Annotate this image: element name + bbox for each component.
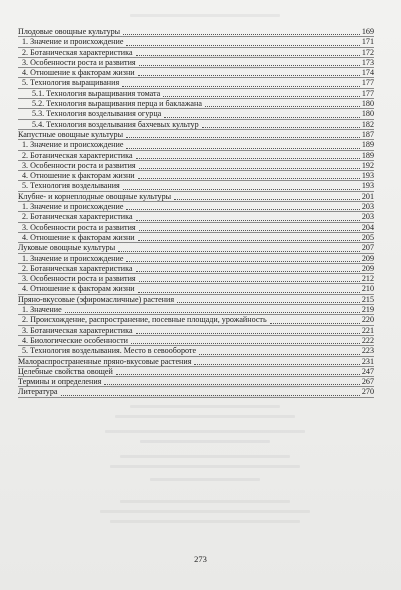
dot-leader <box>136 213 360 221</box>
toc-entry-title: 5. Технология возделывания. Место в севообороте <box>22 346 197 356</box>
toc-entry <box>18 295 374 305</box>
toc-entry <box>18 27 374 37</box>
dot-leader <box>136 48 360 56</box>
dot-leader <box>138 171 360 179</box>
toc-entry <box>18 48 374 58</box>
toc-entry-title: 5. Технология возделывания <box>22 181 120 191</box>
toc-entry-title: 3. Особенности роста и развития <box>22 274 136 284</box>
toc-entry-title: 1. Значение и происхождение <box>22 37 124 47</box>
toc-entry-page: 193 <box>361 171 374 181</box>
toc-entry-page: 210 <box>361 284 374 294</box>
toc-entry-page: 189 <box>361 140 374 150</box>
toc-entry-title: 1. Значение <box>22 305 62 315</box>
toc-entry <box>18 171 374 181</box>
toc-entry-page: 177 <box>361 78 374 88</box>
toc-entry-page: 180 <box>361 99 374 109</box>
toc-entry <box>18 264 374 274</box>
toc-entry-page: 247 <box>361 366 374 376</box>
toc-entry-title: 4. Биологические особенности <box>22 335 128 345</box>
toc-entry <box>18 161 374 171</box>
toc-entry-page: 171 <box>361 37 374 47</box>
dot-leader <box>118 244 360 252</box>
toc-entry-page: 172 <box>361 47 374 57</box>
toc-entry <box>18 140 374 150</box>
toc-entry-page: 192 <box>361 160 374 170</box>
dot-leader <box>126 141 359 149</box>
toc-entry-title: 3. Ботаническая характеристика <box>22 325 133 335</box>
toc-entry-title: Клубне- и корнеплодные овощные культуры <box>18 191 172 201</box>
toc-entry-page: 219 <box>361 305 374 315</box>
toc-entry-title: 4. Отношение к факторам жизни <box>22 232 135 242</box>
toc-entry-title: 1. Значение и происхождение <box>22 253 124 263</box>
dot-leader <box>122 79 360 87</box>
toc-entry-page: 177 <box>361 88 374 98</box>
dot-leader <box>61 388 360 396</box>
toc-entry <box>18 326 374 336</box>
toc-entry-page: 174 <box>361 68 374 78</box>
dot-leader <box>199 347 360 355</box>
toc-entry <box>18 192 374 202</box>
toc-entry-page: 203 <box>361 212 374 222</box>
dot-leader <box>139 161 360 169</box>
toc-entry-page: 209 <box>361 253 374 263</box>
dot-leader <box>104 377 359 385</box>
dot-leader <box>138 233 360 241</box>
toc-entry <box>18 284 374 294</box>
toc-entry-title: Литература <box>18 387 58 397</box>
toc-entry <box>18 130 374 140</box>
toc-entry-title: Плодовые овощные культуры <box>18 27 121 36</box>
toc-entry-page: 222 <box>361 335 374 345</box>
toc-entry-title: 4. Отношение к факторам жизни <box>22 284 135 294</box>
toc-entry-title: 5.4. Технология возделывания бахчевых культур <box>32 119 199 129</box>
toc-entry-title: 2. Ботаническая характеристика <box>22 150 133 160</box>
dot-leader <box>163 89 360 97</box>
toc-entry-title: Капустные овощные культуры <box>18 129 124 139</box>
toc-entry-page: 187 <box>361 129 374 139</box>
toc-entry-page: 212 <box>361 274 374 284</box>
toc-entry <box>18 336 374 346</box>
dot-leader <box>177 295 360 303</box>
toc-entry-page: 203 <box>361 202 374 212</box>
table-of-contents <box>18 27 374 398</box>
toc-entry-page: 209 <box>361 263 374 273</box>
dot-leader <box>126 38 359 46</box>
dot-leader <box>136 151 360 159</box>
toc-entry-page: 173 <box>361 57 374 67</box>
toc-entry-page: 221 <box>361 325 374 335</box>
toc-entry-title: 3. Особенности роста и развития <box>22 57 136 67</box>
toc-entry <box>18 99 374 109</box>
toc-entry-title: Луковые овощные культуры <box>18 243 116 253</box>
toc-entry-page: 205 <box>361 232 374 242</box>
dot-leader <box>126 130 360 138</box>
toc-entry <box>18 387 374 397</box>
toc-entry <box>18 202 374 212</box>
toc-entry <box>18 315 374 325</box>
toc-entry <box>18 151 374 161</box>
dot-leader <box>202 120 360 128</box>
toc-entry-title: Целебные свойства овощей <box>18 366 113 376</box>
toc-entry-page: 201 <box>361 191 374 201</box>
dot-leader <box>65 305 360 313</box>
dot-leader <box>270 316 360 324</box>
toc-entry-title: Пряно-вкусовые (эфиромасличные) растения <box>18 294 175 304</box>
toc-entry <box>18 109 374 119</box>
toc-entry <box>18 89 374 99</box>
dot-leader <box>205 99 360 107</box>
dot-leader <box>139 223 360 231</box>
toc-entry-title: 3. Особенности роста и развития <box>22 160 136 170</box>
toc-entry <box>18 212 374 222</box>
dot-leader <box>139 274 360 282</box>
dot-leader <box>116 367 360 375</box>
toc-entry <box>18 254 374 264</box>
page-number: 273 <box>194 554 207 564</box>
toc-entry <box>18 346 374 356</box>
dot-leader <box>123 182 360 190</box>
toc-entry <box>18 58 374 68</box>
toc-entry-title: 2. Происхождение, распространение, посевные площади, урожайность <box>22 315 267 325</box>
toc-entry-title: Термины и определения <box>18 377 102 387</box>
toc-entry <box>18 377 374 387</box>
toc-entry-page: 267 <box>361 377 374 387</box>
dot-leader <box>126 202 359 210</box>
toc-entry-page: 231 <box>361 356 374 366</box>
toc-entry <box>18 37 374 47</box>
toc-entry-page: 215 <box>361 294 374 304</box>
toc-entry-page: 220 <box>361 315 374 325</box>
toc-entry <box>18 274 374 284</box>
toc-entry <box>18 305 374 315</box>
toc-entry-title: 1. Значение и происхождение <box>22 202 124 212</box>
toc-entry <box>18 223 374 233</box>
toc-entry-page: 180 <box>361 109 374 119</box>
toc-entry <box>18 120 374 130</box>
dot-leader <box>136 326 360 334</box>
toc-entry-page: 189 <box>361 150 374 160</box>
dot-leader <box>131 336 360 344</box>
toc-entry <box>18 367 374 377</box>
toc-entry-title: 5.3. Технология возделывания огурца <box>32 109 162 119</box>
toc-entry <box>18 78 374 88</box>
toc-entry-title: 2. Ботаническая характеристика <box>22 47 133 57</box>
toc-entry-title: 5.1. Технология выращивания томата <box>32 88 161 98</box>
dot-leader <box>139 58 360 66</box>
dot-leader <box>123 27 360 35</box>
toc-entry-title: Малораспространенные пряно-вкусовые растения <box>18 356 192 366</box>
toc-entry-page: 182 <box>361 119 374 129</box>
dot-leader <box>174 192 360 200</box>
toc-entry-title: 2. Ботаническая характеристика <box>22 212 133 222</box>
toc-entry-page: 223 <box>361 346 374 356</box>
row-divider <box>18 397 374 398</box>
toc-entry-page: 270 <box>361 387 374 397</box>
toc-entry-title: 1. Значение и происхождение <box>22 140 124 150</box>
toc-entry-page: 169 <box>361 27 374 36</box>
toc-entry <box>18 233 374 243</box>
toc-entry-title: 4. Отношение к факторам жизни <box>22 171 135 181</box>
dot-leader <box>136 264 360 272</box>
dot-leader <box>138 68 360 76</box>
dot-leader <box>138 285 360 293</box>
toc-entry-page: 207 <box>361 243 374 253</box>
toc-entry <box>18 181 374 191</box>
toc-entry-title: 4. Отношение к факторам жизни <box>22 68 135 78</box>
toc-entry <box>18 68 374 78</box>
toc-entry <box>18 243 374 253</box>
dot-leader <box>164 110 360 118</box>
toc-entry-title: 5. Технология выращивания <box>22 78 120 88</box>
toc-entry-page: 204 <box>361 222 374 232</box>
toc-entry-title: 2. Ботаническая характеристика <box>22 263 133 273</box>
dot-leader <box>194 357 359 365</box>
dot-leader <box>126 254 359 262</box>
toc-entry <box>18 357 374 367</box>
toc-entry-title: 5.2. Технология выращивания перца и баклажана <box>32 99 202 109</box>
toc-entry-title: 3. Особенности роста и развития <box>22 222 136 232</box>
toc-entry-page: 193 <box>361 181 374 191</box>
